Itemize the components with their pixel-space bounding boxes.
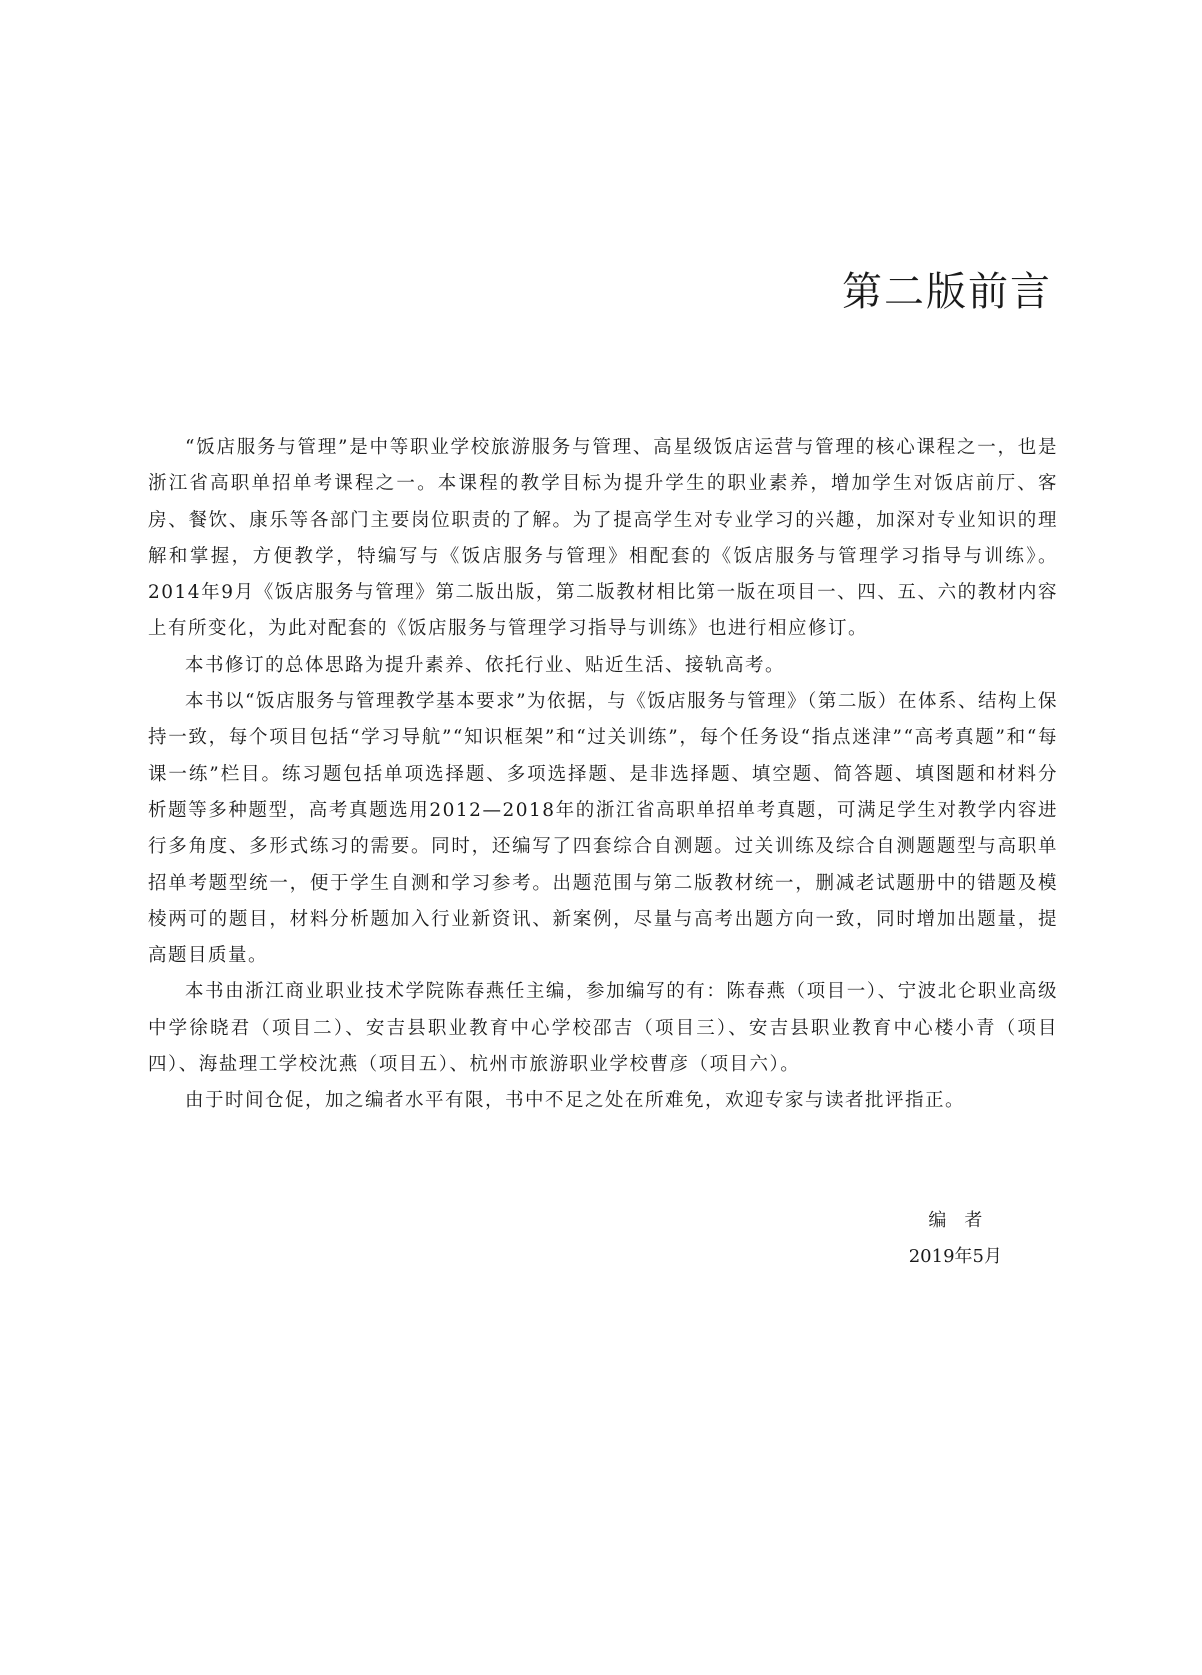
- paragraph-4: 本书由浙江商业职业技术学院陈春燕任主编，参加编写的有：陈春燕（项目一）、宁波北仑职业高级中学徐晓君（项目二）、安吉县职业教育中心学校邵吉（项目三）、安吉县职业教育中心楼小青（项目四）、海盐理工学校沈燕（项目五）、杭州市旅游职业学校曹彦（项目六）。: [148, 981, 1058, 1076]
- page-title: 第二版前言: [842, 269, 1052, 315]
- signature-author: 编者: [928, 1210, 1001, 1231]
- paragraph-3: 本书以“饭店服务与管理教学基本要求”为依据，与《饭店服务与管理》（第二版）在体系、结构上保持一致，每个项目包括“学习导航”“知识框架”和“过关训练”，每个任务设“指点迷津”“高考真题”和“每课一练”栏目。练习题包括单项选择题、多项选择题、是非选择题、填空题、简答题、填图题和材料分析题等多种题型，高考真题选用2012—2018年的浙江省高职单招单考真题，可满足学生对教学内容进行多角度、多形式练习的需要。同时，还编写了四套综合自测题。过关训练及综合自测题题型与高职单招单考题型统一，便于学生自测和学习参考。出题范围与第二版教材统一，删减老试题册中的错题及模棱两可的题目，材料分析题加入行业新资讯、新案例，尽量与高考出题方向一致，同时增加出题量，提高题目质量。: [148, 691, 1058, 967]
- signature-date: 2019年5月: [908, 1246, 1002, 1267]
- paragraph-1: “饭店服务与管理”是中等职业学校旅游服务与管理、高星级饭店运营与管理的核心课程之一，也是浙江省高职单招单考课程之一。本课程的教学目标为提升学生的职业素养，增加学生对饭店前厅、客房、餐饮、康乐等各部门主要岗位职责的了解。为了提高学生对专业学习的兴趣，加深对专业知识的理解和掌握，方便教学，特编写与《饭店服务与管理》相配套的《饭店服务与管理学习指导与训练》。2014年9月《饭店服务与管理》第二版出版，第二版教材相比第一版在项目一、四、五、六的教材内容上有所变化，为此对配套的《饭店服务与管理学习指导与训练》也进行相应修订。: [148, 437, 1058, 640]
- paragraph-5: 由于时间仓促，加之编者水平有限，书中不足之处在所难免，欢迎专家与读者批评指正。: [185, 1090, 966, 1112]
- signature-block: [909, 1203, 1002, 1275]
- preface-body: [148, 430, 1058, 1120]
- paragraph-2: 本书修订的总体思路为提升素养、依托行业、贴近生活、接轨高考。: [185, 654, 786, 676]
